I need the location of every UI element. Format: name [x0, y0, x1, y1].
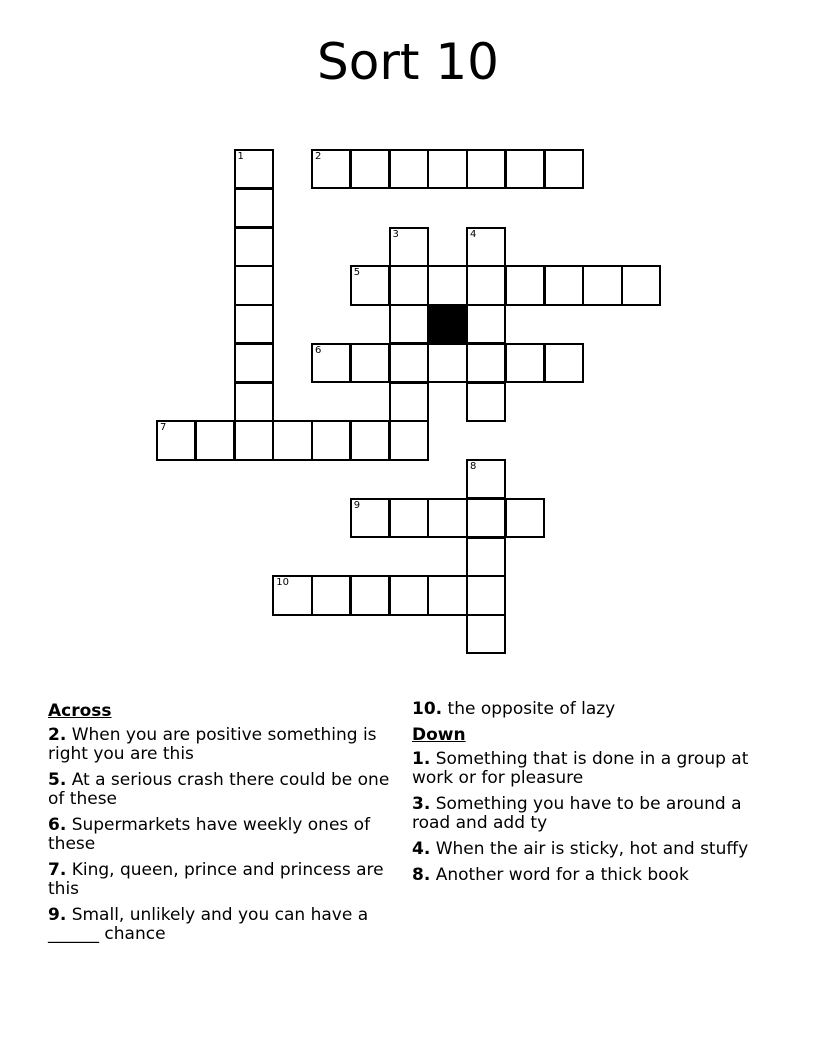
- cell-number: 8: [470, 461, 477, 472]
- grid-cell[interactable]: [350, 149, 390, 189]
- grid-cell[interactable]: [234, 382, 274, 422]
- down-heading: Down: [412, 725, 466, 745]
- grid-cell[interactable]: [389, 382, 429, 422]
- clue-down-3: 3. Something you have to be around a road and add ty: [412, 794, 742, 833]
- grid-cell[interactable]: [350, 420, 390, 460]
- grid-cell[interactable]: [389, 149, 429, 189]
- grid-cell[interactable]: [389, 304, 429, 344]
- grid-cell[interactable]: [350, 575, 390, 615]
- grid-cell[interactable]: [466, 227, 506, 267]
- grid-cell[interactable]: [544, 265, 584, 305]
- across-heading: Across: [48, 701, 112, 721]
- grid-cell[interactable]: [389, 265, 429, 305]
- grid-cell[interactable]: [505, 343, 545, 383]
- grid-cell[interactable]: [311, 149, 351, 189]
- grid-cell[interactable]: [272, 575, 312, 615]
- cell-number: 10: [276, 577, 289, 589]
- cell-number: 4: [470, 228, 477, 240]
- grid-cell[interactable]: [466, 614, 506, 654]
- grid-cell[interactable]: [466, 382, 506, 422]
- clue-down-8: 8. Another word for a thick book: [412, 865, 689, 885]
- grid-cell[interactable]: [350, 265, 390, 305]
- grid-cell[interactable]: [544, 343, 584, 383]
- cell-number: 5: [353, 267, 361, 279]
- grid-cell[interactable]: [466, 537, 506, 577]
- grid-cell[interactable]: [311, 420, 351, 460]
- clue-across-2: 2. When you are positive something is right you are this: [48, 725, 377, 764]
- grid-cell[interactable]: [311, 343, 351, 383]
- cell-number: 9: [353, 499, 361, 511]
- grid-cell[interactable]: [234, 188, 274, 228]
- grid-cell[interactable]: [234, 265, 274, 305]
- grid-cell[interactable]: [582, 265, 622, 305]
- grid-cell[interactable]: [466, 343, 506, 383]
- clue-across-10: 10. the opposite of lazy: [412, 699, 616, 719]
- grid-cell[interactable]: [234, 420, 274, 460]
- grid-cell[interactable]: [234, 343, 274, 383]
- grid-cell[interactable]: [156, 420, 196, 460]
- grid-cell[interactable]: [505, 265, 545, 305]
- grid-cell[interactable]: [466, 265, 506, 305]
- grid-cell[interactable]: [427, 265, 467, 305]
- clue-across-5: 5. At a serious crash there could be one of these: [48, 770, 390, 809]
- grid-cell[interactable]: [505, 149, 545, 189]
- grid-cell[interactable]: [234, 304, 274, 344]
- grid-cell[interactable]: [389, 420, 429, 460]
- grid-cell[interactable]: [389, 498, 429, 538]
- clue-across-7: 7. King, queen, prince and princess are this: [48, 860, 384, 899]
- grid-cell[interactable]: [427, 498, 467, 538]
- cell-number: 2: [315, 151, 322, 162]
- grid-cell[interactable]: [466, 575, 506, 615]
- black-block-cell: [427, 304, 467, 344]
- clues-left-column: [48, 700, 393, 951]
- grid-cell[interactable]: [389, 575, 429, 615]
- grid-cell[interactable]: [505, 498, 545, 538]
- grid-cell[interactable]: [427, 149, 467, 189]
- grid-cell[interactable]: [427, 575, 467, 615]
- cell-number: 3: [392, 228, 399, 240]
- grid-cell[interactable]: [466, 459, 506, 499]
- grid-cell[interactable]: [389, 227, 429, 267]
- grid-cell[interactable]: [466, 149, 506, 189]
- clue-down-4: 4. When the air is sticky, hot and stuffy: [412, 839, 749, 859]
- grid-cell[interactable]: [234, 227, 274, 267]
- grid-cell[interactable]: [195, 420, 235, 460]
- grid-cell[interactable]: [234, 149, 274, 189]
- grid-cell[interactable]: [466, 498, 506, 538]
- grid-cell[interactable]: [466, 304, 506, 344]
- clue-down-1: 1. Something that is done in a group at work or for pleasure: [412, 749, 749, 788]
- clue-across-6: 6. Supermarkets have weekly ones of these: [48, 815, 371, 854]
- grid-cell[interactable]: [350, 498, 390, 538]
- grid-cell[interactable]: [350, 343, 390, 383]
- cell-number: 7: [160, 422, 167, 434]
- clue-across-9: 9. Small, unlikely and you can have a ______ chance: [48, 905, 369, 944]
- cell-number: 1: [237, 151, 244, 162]
- clues-right-column: [412, 700, 772, 892]
- page-title: Sort 10: [316, 33, 499, 91]
- grid-cell[interactable]: [272, 420, 312, 460]
- grid-cell[interactable]: [621, 265, 661, 305]
- grid-cell[interactable]: [427, 343, 467, 383]
- grid-cell[interactable]: [389, 343, 429, 383]
- cell-number: 6: [315, 344, 322, 356]
- grid-cell[interactable]: [544, 149, 584, 189]
- grid-cell[interactable]: [311, 575, 351, 615]
